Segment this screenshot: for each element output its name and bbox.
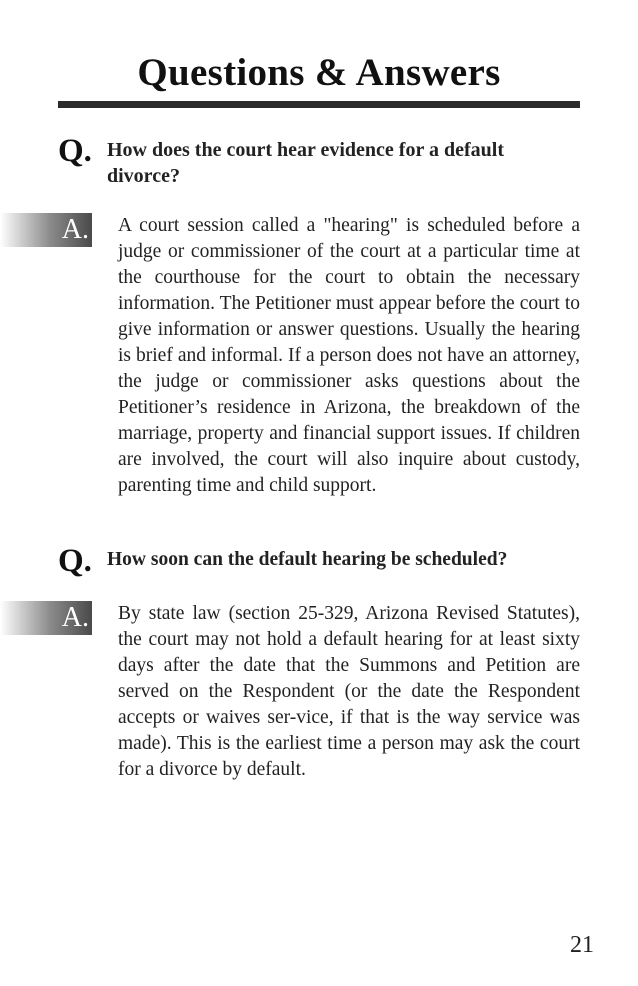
page-number: 21 [570, 932, 594, 958]
question-text: How soon can the default hearing be scheduled? [107, 549, 508, 570]
question-block [58, 543, 580, 579]
question-marker: Q. [58, 133, 92, 169]
answer-marker-badge [0, 601, 92, 635]
title-underline [58, 101, 580, 108]
answer-block [0, 213, 580, 525]
answer-text: A court session called a "hearing" is scheduled before a judge or commissioner of the court at a particular time at the courthouse for the court to obtain the necessary information. The Petitioner must appear before the court to give information or answer questions. Usually the hearing is brief and informal. If a person does not have an attorney, the judge or commissioner asks questions about the Petitioner’s residence in Arizona, the breakdown of the marriage, property and financial support issues. If children are involved, the court will also inquire about custody, parenting time and child support. [118, 215, 580, 496]
question-text: How does the court hear evidence for a default divorce? [107, 139, 504, 187]
question-marker: Q. [58, 543, 92, 579]
answer-block [0, 601, 580, 809]
answer-text: By state law (section 25-329, Arizona Revised Statutes), the court may not hold a default hearing for at least sixty days after the date that the Summons and Petition are served on the Respondent (or the date the Respondent accepts or waives ser-vice, if that is the way service was made). This is the earliest time a person may ask the court for a divorce by default. [118, 603, 580, 780]
answer-marker: A. [61, 214, 89, 245]
answer-marker: A. [61, 602, 89, 633]
page-title: Questions & Answers [137, 51, 501, 94]
answer-marker-badge [0, 213, 92, 247]
question-block [58, 133, 580, 189]
